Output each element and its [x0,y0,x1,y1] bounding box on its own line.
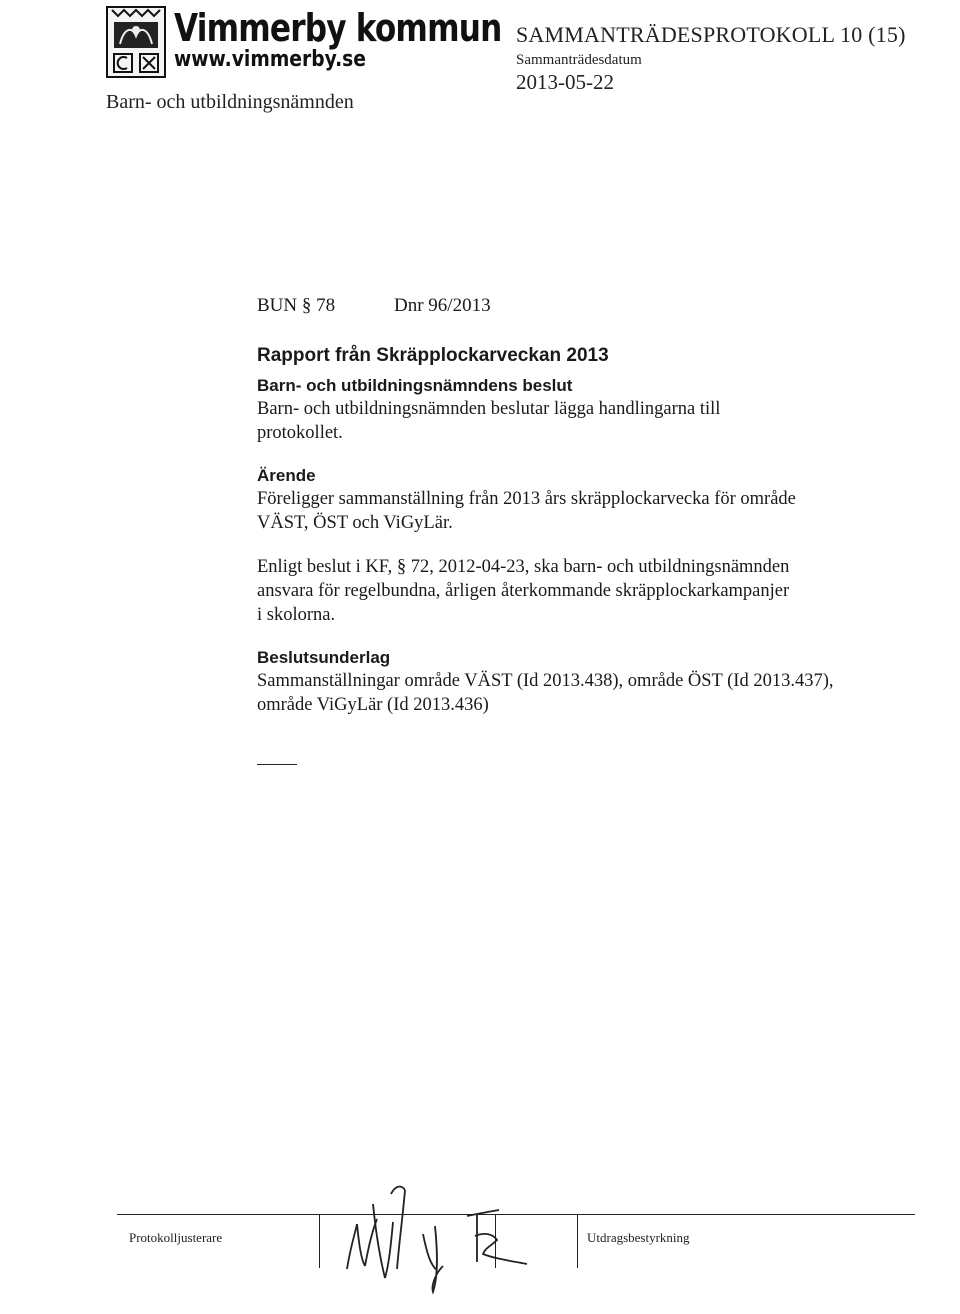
municipal-crest-logo [106,6,166,78]
handwritten-signature [327,1174,587,1294]
basis-text-line: område ViGyLär (Id 2013.436) [257,695,489,715]
document-title: SAMMANTRÄDESPROTOKOLL 10 (15) [516,22,906,47]
certification-label: Utdragsbestyrkning [587,1230,690,1245]
matter-text-line: ansvara för regelbundna, årligen återkommande skräpplockarkampanjer [257,581,790,601]
municipality-name: Vimmerby kommun [174,6,502,50]
footer-divider [319,1214,320,1268]
registration-number: Dnr 96/2013 [394,295,491,316]
basis-heading: Beslutsunderlag [257,648,391,667]
adjuster-label: Protokolljusterare [129,1230,223,1245]
website-url[interactable]: www.vimmerby.se [174,47,366,72]
end-divider [257,764,297,765]
decision-text-line: Barn- och utbildningsnämnden beslutar lägga handlingarna till [257,399,721,419]
case-reference [257,295,897,321]
case-title: Rapport från Skräpplockarveckan 2013 [257,345,609,366]
paragraph-number: BUN § 78 [257,295,336,316]
matter-heading: Ärende [257,466,316,485]
matter-text-line: VÄST, ÖST och ViGyLär. [257,513,453,533]
decision-heading: Barn- och utbildningsnämndens beslut [257,376,573,395]
meeting-date: 2013-05-22 [516,70,614,94]
signature-footer [117,1214,915,1284]
basis-text-line: Sammanställningar område VÄST (Id 2013.438), område ÖST (Id 2013.437), [257,671,834,691]
committee-name: Barn- och utbildningsnämnden [106,91,354,113]
meeting-date-label: Sammanträdesdatum [516,52,642,68]
matter-text-line: i skolorna. [257,605,336,625]
matter-text-line: Enligt beslut i KF, § 72, 2012-04-23, ska barn- och utbildningsnämnden [257,557,790,577]
matter-text-line: Föreligger sammanställning från 2013 års skräpplockarvecka för område [257,489,796,509]
minutes-body [257,295,897,717]
decision-text-line: protokollet. [257,423,343,443]
